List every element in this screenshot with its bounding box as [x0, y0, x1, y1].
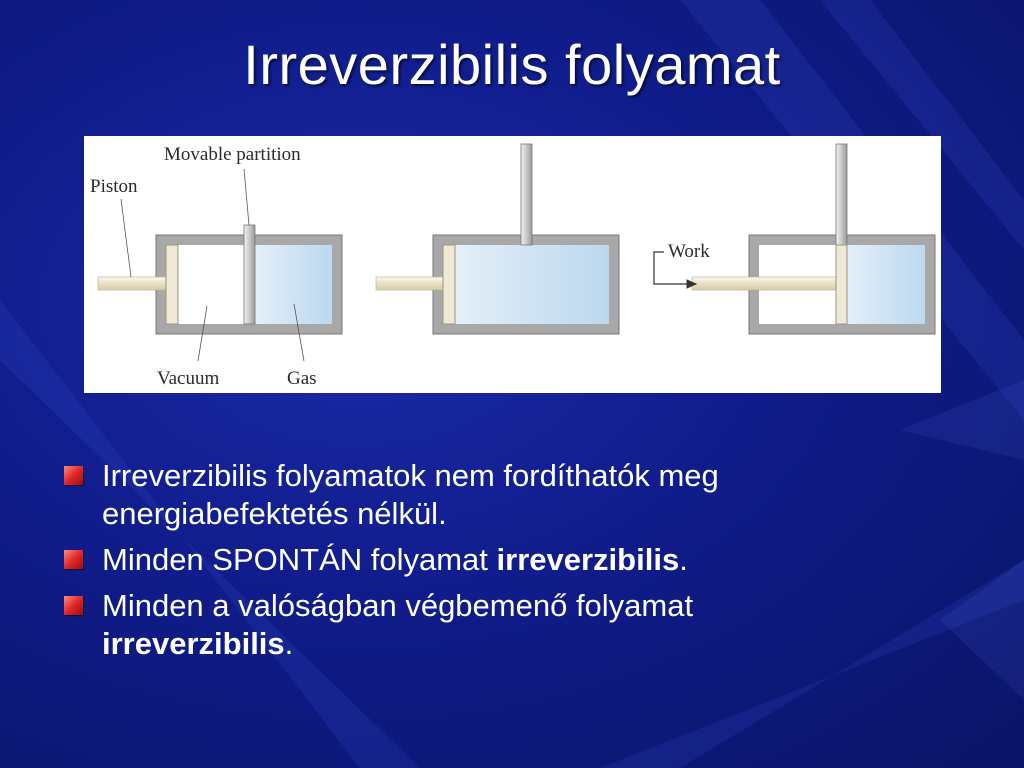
- panel-expanded-state: [376, 144, 619, 334]
- bullet-bold-text: irreverzibilis: [102, 626, 285, 661]
- label-piston: Piston: [90, 176, 138, 197]
- piston-diagram: [84, 136, 941, 393]
- label-work: Work: [668, 241, 710, 262]
- bullet-square-icon: [64, 466, 83, 485]
- bullet-tail: .: [679, 542, 688, 577]
- bullet-item: [62, 587, 942, 663]
- bullet-bold-text: irreverzibilis: [496, 542, 680, 577]
- bullet-square-icon: [64, 596, 83, 615]
- panel-initial-state: [90, 144, 342, 389]
- bullet-item: [62, 541, 942, 579]
- label-gas: Gas: [287, 368, 317, 389]
- slide-title: Irreverzibilis folyamat: [243, 33, 781, 96]
- bullet-tail: .: [284, 626, 294, 661]
- bullet-text: Irreverzibilis folyamatok nem fordíthatók meg energiabefektetés nélkül.: [102, 458, 719, 531]
- bullet-square-icon: [64, 550, 83, 569]
- label-vacuum: Vacuum: [157, 368, 220, 389]
- bullet-text: Minden SPONTÁN folyamat: [102, 542, 497, 577]
- bullet-list: [62, 457, 942, 671]
- bullet-text: Minden a valóságban végbemenő folyamat: [102, 588, 694, 623]
- panel-compressed-state: [654, 144, 935, 334]
- bullet-item: [62, 457, 942, 533]
- label-movable-partition: Movable partition: [164, 144, 301, 165]
